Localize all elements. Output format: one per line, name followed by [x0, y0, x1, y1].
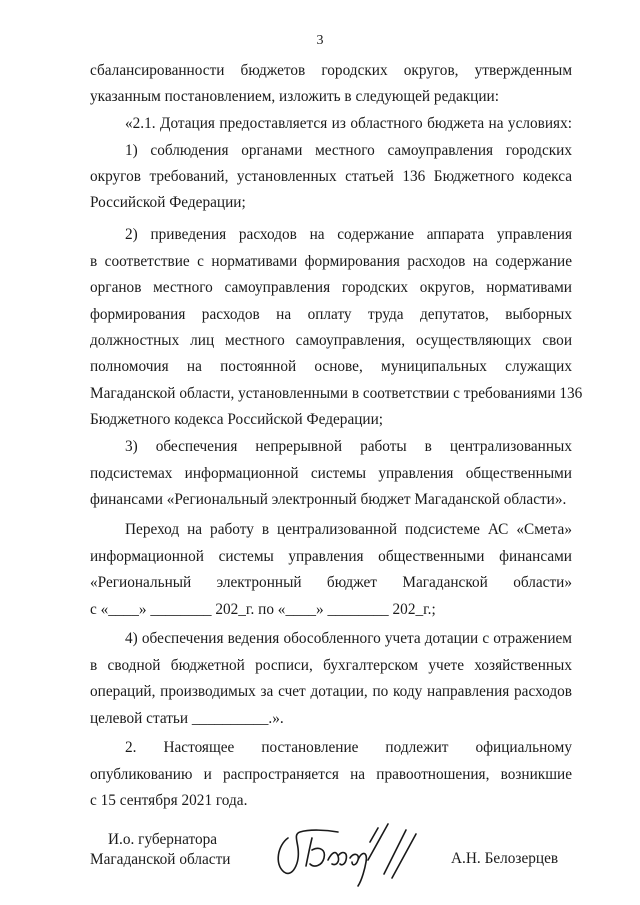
text-line: с «____» ________ 202_г. по «____» ________ 202_г.; — [90, 601, 436, 618]
text-line: информационной системы управления общественными финансами — [90, 548, 572, 565]
text-line: финансами «Региональный электронный бюджет Магаданской области». — [90, 491, 567, 508]
signatory-name: А.Н. Белозерцев — [451, 850, 559, 867]
page-number: 3 — [316, 33, 324, 48]
text-line: целевой статьи __________.». — [90, 710, 284, 727]
text-line: 2. Настоящее постановление подлежит официальному — [125, 739, 572, 756]
text-line: в соответствие с нормативами формирования расходов на содержание — [90, 253, 572, 270]
text-line: опубликованию и распространяется на правоотношения, возникшие — [90, 766, 572, 783]
handwritten-signature — [266, 820, 436, 890]
text-line: Переход на работу в централизованной подсистеме АС «Смета» — [125, 521, 572, 538]
text-line: операций, производимых за счет дотации, по коду направления расходов — [90, 683, 572, 700]
text-line: «2.1. Дотация предоставляется из областного бюджета на условиях: — [125, 115, 572, 132]
text-line: с 15 сентября 2021 года. — [90, 792, 248, 809]
text-line: 2) приведения расходов на содержание аппарата управления — [125, 226, 572, 243]
text-line: 1) соблюдения органами местного самоуправления городских — [125, 142, 572, 159]
text-line: Бюджетного кодекса Российской Федерации; — [90, 411, 384, 428]
text-line: органов местного самоуправления городских округов, нормативами — [90, 279, 572, 296]
text-line: «Региональный электронный бюджет Магаданской области» — [90, 574, 572, 591]
text-line: 4) обеспечения ведения обособленного учета дотации с отражением — [125, 630, 572, 647]
text-line: сбалансированности бюджетов городских округов, утвержденным — [90, 62, 572, 79]
text-line: подсистемах информационной системы управления общественными — [90, 465, 572, 482]
signatory-region: Магаданской области — [90, 851, 231, 868]
text-line: полномочия на постоянной основе, муниципальных служащих — [90, 358, 572, 375]
text-line: должностных лиц местного самоуправления, осуществляющих свои — [90, 332, 572, 349]
text-line: Российской Федерации; — [90, 194, 246, 211]
text-line: в сводной бюджетной росписи, бухгалтерском учете хозяйственных — [90, 657, 572, 674]
text-line: 3) обеспечения непрерывной работы в централизованных — [125, 438, 572, 455]
text-line: округов требований, установленных статьей 136 Бюджетного кодекса — [90, 168, 572, 185]
signatory-title: И.о. губернатора — [108, 831, 218, 848]
text-line: Магаданской области, установленными в соответствии с требованиями 136 — [90, 385, 583, 402]
text-line: указанным постановлением, изложить в следующей редакции: — [90, 88, 499, 105]
text-line: формирования расходов на оплату труда депутатов, выборных — [90, 306, 572, 323]
